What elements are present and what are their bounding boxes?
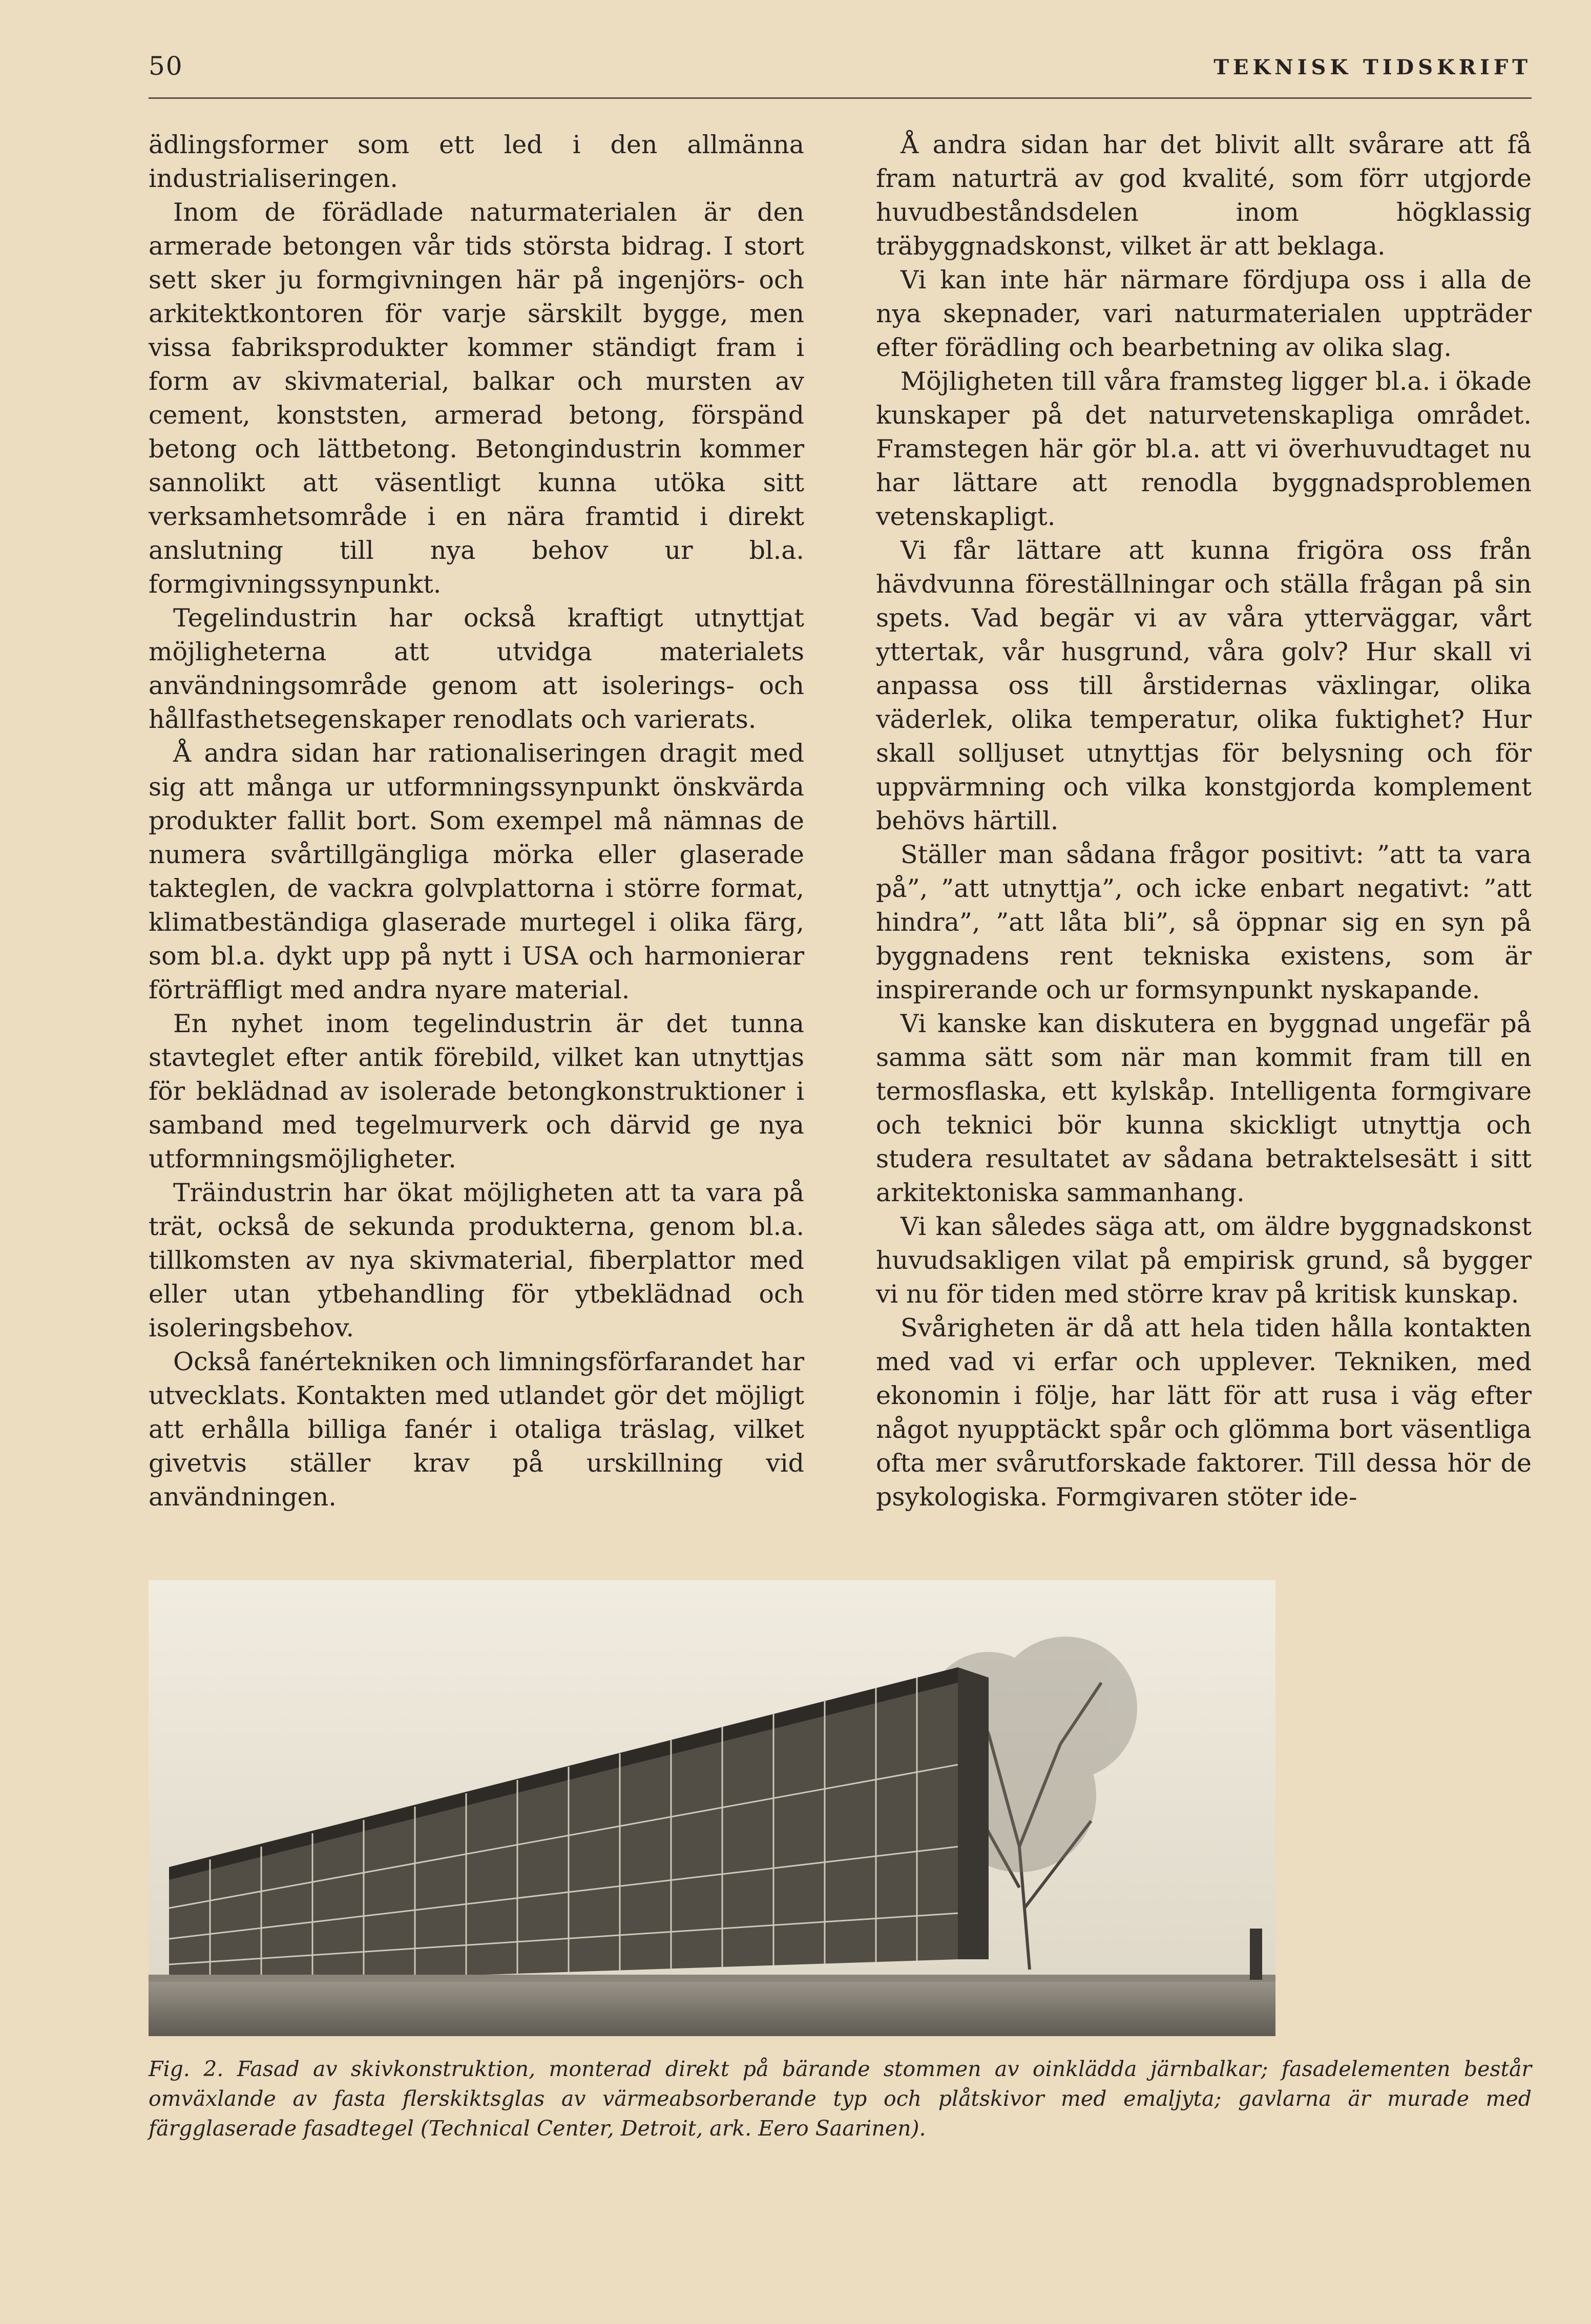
- paragraph: Å andra sidan har det blivit allt svårare att få fram naturträ av god kvalité, som förr utgjorde huvudbeståndsdelen inom högklassig träbyggnadskonst, vilket är att beklaga.: [876, 130, 1532, 261]
- paragraph: Å andra sidan har rationaliseringen dragit med sig att många ur utformningssynpunkt önskvärda produkter fallit bort. Som exempel må nämnas de numera svårtillgängliga mörka eller glaserade takteglen, de vackra golvplattorna i större format, klimatbeständiga glaserade murtegel i olika färg, som bl.a. dykt upp på nytt i USA och harmonierar förträffligt med andra nyare material.: [149, 739, 804, 1004]
- paragraph: Vi kanske kan diskutera en byggnad ungefär på samma sätt som när man kommit fram till en termosflaska, ett kylskåp. Intelligenta formgivare och teknici bör kunna skickligt utnyttja och studera resultatet av sådana betraktelsesätt i sitt arkitektoniska sammanhang.: [876, 1009, 1532, 1207]
- photo-illustration: [149, 1580, 1275, 2036]
- page-number: 50: [149, 51, 183, 81]
- paragraph: En nyhet inom tegelindustrin är det tunna stavteglet efter antik förebild, vilket kan utnyttjas för beklädnad av isolerade betongkonstruktioner i samband med tegelmurverk och därvid ge nya utformningsmöjligheter.: [149, 1009, 804, 1174]
- building-photograph: [149, 1580, 1275, 2036]
- paragraph: ädlingsformer som ett led i den allmänna industrialiseringen.: [149, 130, 804, 193]
- journal-title: TEKNISK TIDSKRIFT: [1213, 55, 1532, 79]
- right-column: [876, 128, 1532, 1514]
- paragraph: Vi kan således säga att, om äldre byggnadskonst huvudsakligen vilat på empirisk grund, så bygger vi nu för tiden med större krav på kritisk kunskap.: [876, 1212, 1532, 1309]
- figure-caption: Fig. 2. Fasad av skivkonstruktion, monterad direkt på bärande stommen av oinklädda järnbalkar; fasadelementen består omväxlande av fasta flerskiktsglas av värmeabsorberande typ och plåtskivor med emaljyta; gavlarna är murade med färgglaserade fasadtegel (Technical Center, Detroit, ark. Eero Saarinen).: [149, 2057, 1532, 2141]
- ground: [149, 1980, 1275, 2036]
- left-column: [149, 128, 804, 1514]
- paragraph: Vi kan inte här närmare fördjupa oss i alla de nya skepnader, vari naturmaterialen uppträder efter förädling och bearbetning av olika slag.: [876, 265, 1532, 362]
- paragraph: Vi får lättare att kunna frigöra oss från hävdvunna föreställningar och ställa frågan på sin spets. Vad begär vi av våra ytterväggar, vårt yttertak, vår husgrund, våra golv? Hur skall vi anpassa oss till årstidernas växlingar, olika väderlek, olika temperatur, olika fuktighet? Hur skall solljuset utnyttjas för belysning och för uppvärmning och vilka konstgjorda komplement behövs härtill.: [876, 536, 1532, 835]
- paragraph: Träindustrin har ökat möjligheten att ta vara på trät, också de sekunda produkterna, genom bl.a. tillkomsten av nya skivmaterial, fiberplattor med eller utan ytbehandling för ytbeklädnad och isoleringsbehov.: [149, 1178, 804, 1343]
- page-header: [149, 51, 1532, 92]
- paragraph: Möjligheten till våra framsteg ligger bl.a. i ökade kunskaper på det naturvetenskapliga området. Framstegen här gör bl.a. att vi överhuvudtaget nu har lättare att renodla byggnadsproblemen vetenskapligt.: [876, 367, 1532, 531]
- paragraph: Inom de förädlade naturmaterialen är den armerade betongen vår tids största bidrag. I stort sett sker ju formgivningen här på ingenjörs- och arkitektkontoren för varje särskilt bygge, men vissa fabriksprodukter kommer ständigt fram i form av skivmaterial, balkar och mursten av cement, konststen, armerad betong, förspänd betong och lättbetong. Betongindustrin kommer sannolikt att väsentligt kunna utöka sitt verksamhetsområde i en nära framtid i direkt anslutning till nya behov ur bl.a. formgivningssynpunkt.: [149, 198, 804, 599]
- paragraph: Tegelindustrin har också kraftigt utnyttjat möjligheterna att utvidga materialets användningsområde genom att isolerings- och hållfasthetsegenskaper renodlats och varierats.: [149, 603, 804, 734]
- header-rule: [149, 97, 1532, 99]
- paragraph: Svårigheten är då att hela tiden hålla kontakten med vad vi erfar och upplever. Tekniken, med ekonomin i följe, har lätt för att rusa i väg efter något nyupptäckt spår och glömma bort väsentliga ofta mer svårutforskade faktorer. Till dessa hör de psykologiska. Formgivaren stöter ide-: [876, 1313, 1532, 1512]
- paragraph: Ställer man sådana frågor positivt: ”att ta vara på”, ”att utnyttja”, och icke enbart negativt: ”att hindra”, ”att låta bli”, så öppnar sig en syn på byggnadens rent tekniska existens, som är inspirerande och ur formsynpunkt nyskapande.: [876, 840, 1532, 1004]
- paragraph: Också fanértekniken och limningsförfarandet har utvecklats. Kontakten med utlandet gör det möjligt att erhålla billiga fanér i otaliga träslag, vilket givetvis ställer krav på urskillning vid användningen.: [149, 1347, 804, 1512]
